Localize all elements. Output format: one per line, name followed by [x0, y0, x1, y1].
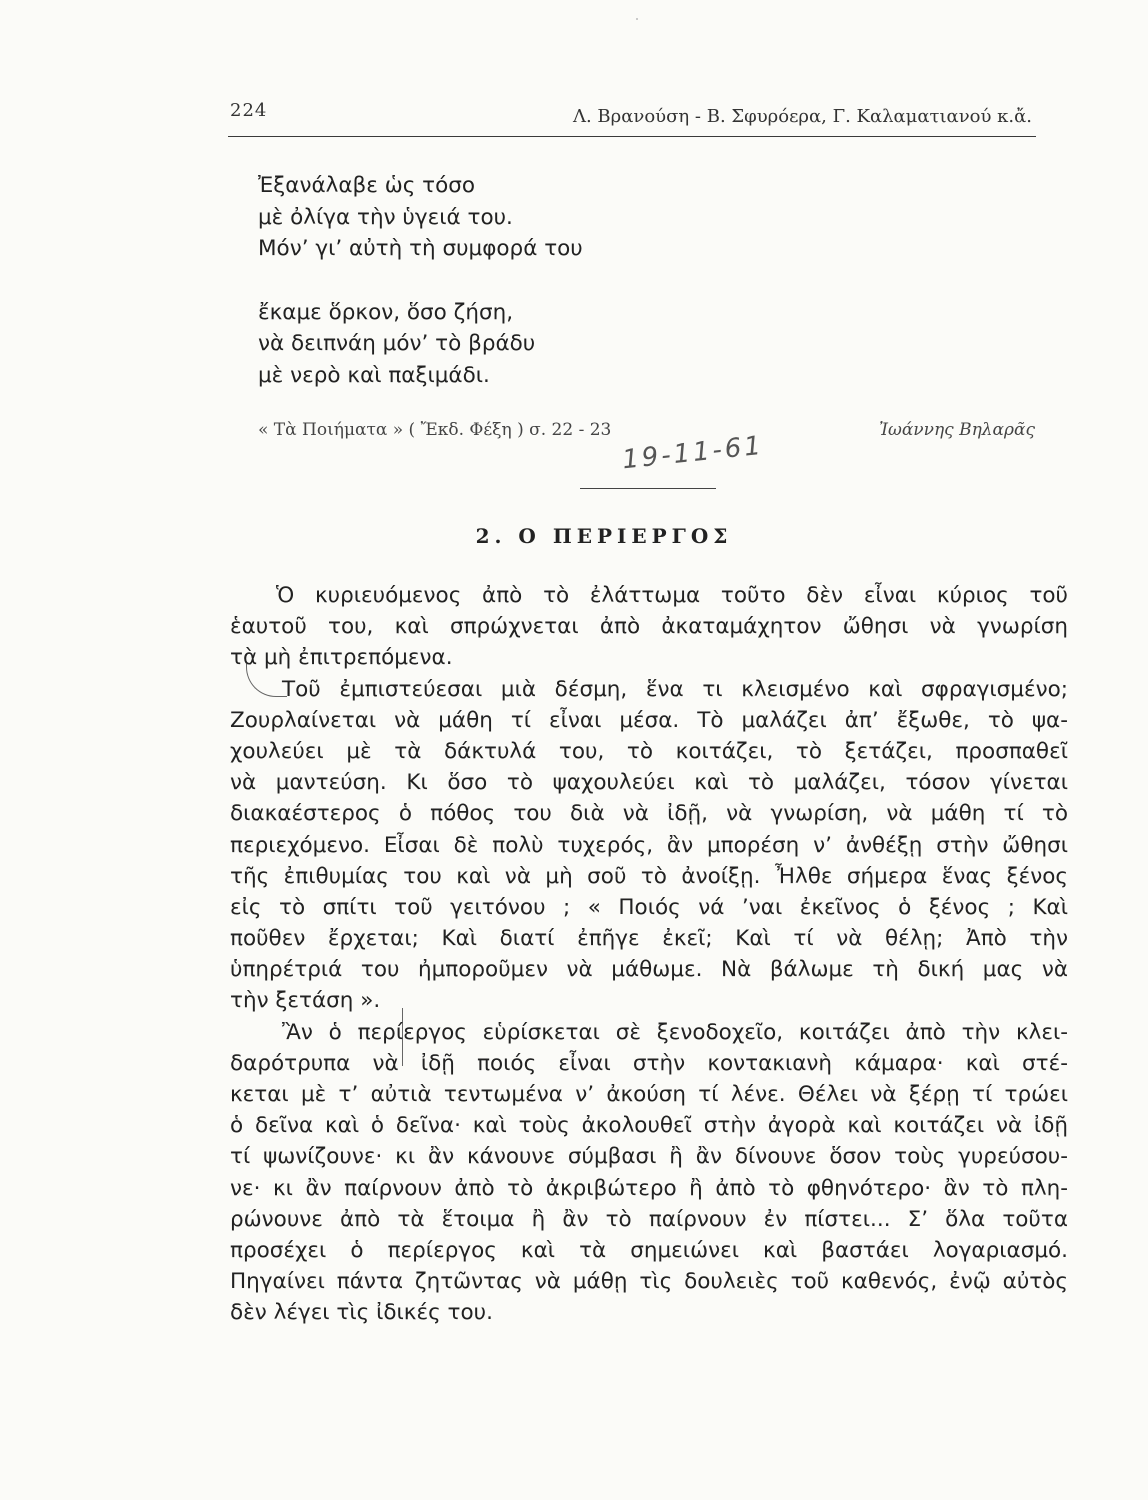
text-line: νε· κι ἂν παίρνουν ἀπὸ τὸ ἀκριβώτερο ἢ ἀπὸ τὸ φθηνότερο· ἂν τὸ πλη- — [230, 1175, 1068, 1201]
text-line: ὑπηρέτριά του ἠμποροῦμεν νὰ μάθωμε. Νὰ βάλωμε τὴ δική μας νὰ — [230, 957, 1068, 983]
text-line: προσέχει ὁ περίεργος καὶ τὰ σημειώνει καὶ βαστάει λογαριασμό. — [230, 1237, 1068, 1263]
poem-line: ἔκαμε ὅρκον, ὅσο ζήση, — [258, 299, 514, 325]
text-line: περιεχόμενο. Εἶσαι δὲ πολὺ τυχερός, ἂν μπορέση ν’ ἀνθέξῃ στὴν ὤθησι — [230, 832, 1068, 858]
text-line: τί ψωνίζουνε· κι ἂν κάνουνε σύμβασι ἢ ἂν δίνουνε ὅσον τοὺς γυρεύσου- — [230, 1144, 1068, 1170]
poem-line: νὰ δειπνάη μόν’ τὸ βράδυ — [258, 331, 536, 356]
section-title: 2. Ο ΠΕΡΙΕΡΓΟΣ — [475, 524, 733, 548]
text-line: νὰ μαντεύση. Κι ὅσο τὸ ψαχουλεύει καὶ τὸ μαλάζει, τόσον γίνεται — [230, 770, 1068, 796]
poem-line: μὲ νερὸ καὶ παξιμάδι. — [258, 362, 490, 388]
body-text — [230, 580, 1068, 1329]
text-line: ποῦθεν ἔρχεται; Καὶ διατί ἐπῆγε ἐκεῖ; Καὶ τί νὰ θέλῃ; Ἀπὸ τὴν — [230, 926, 1068, 952]
text-line: τὰ μὴ ἐπιτρεπόμενα. — [230, 645, 453, 671]
poem-line: Μόν’ γι’ αὐτὴ τὴ συμφορά του — [258, 236, 583, 261]
separator-rule — [580, 488, 716, 489]
text-line: κεται μὲ τ’ αὐτιὰ τεντωμένα ν’ ἀκούση τί λένε. Θέλει νὰ ξέρῃ τί τρώει — [230, 1082, 1068, 1107]
text-line: Ὁ κυριευόμενος ἀπὸ τὸ ἐλάττωμα τοῦτο δὲν εἶναι κύριος τοῦ — [276, 583, 1068, 608]
stanza-gap — [258, 265, 583, 297]
text-line: δαρότρυπα νὰ ἰδῇ ποιός εἶναι στὴν κοντακιανὴ κάμαρα· καὶ στέ- — [230, 1050, 1068, 1076]
text-line: ἑαυτοῦ του, καὶ σπρώχνεται ἀπὸ ἀκαταμάχητον ὤθησι νὰ γνωρίση — [230, 614, 1068, 640]
text-line: Πηγαίνει πάντα ζητῶντας νὰ μάθῃ τὶς δουλειὲς τοῦ καθενός, ἐνῷ αὐτὸς — [230, 1269, 1068, 1295]
text-line: ὁ δεῖνα καὶ ὁ δεῖνα· καὶ τοὺς ἀκολουθεῖ στὴν ἀγορὰ καὶ κοιτάζει νὰ ἰδῇ — [230, 1113, 1068, 1139]
poem-line: Ἐξανάλαβε ὡς τόσο — [258, 173, 476, 198]
poem-author: Ἰωάννης Βηλαρᾶς — [879, 420, 1035, 440]
poem — [258, 170, 583, 391]
poem-line: μὲ ὀλίγα τὴν ὑγειά του. — [258, 204, 513, 230]
text-line: χουλεύει μὲ τὰ δάκτυλά του, τὸ κοιτάζει, τὸ ξετάζει, προσπαθεῖ — [230, 738, 1068, 764]
running-header — [228, 96, 1036, 137]
text-line: Ἂν ὁ περίεργος εὑρίσκεται σὲ ξενοδοχεῖο, κοιτάζει ἀπὸ τὴν κλει- — [282, 1019, 1068, 1045]
poem-source: « Τὰ Ποιήματα » ( Ἔκδ. Φέξη ) σ. 22 - 23 — [258, 420, 612, 440]
scan-speck — [636, 18, 638, 20]
text-line: τὴν ξετάση ». — [230, 988, 381, 1014]
text-line: ρώνουνε ἀπὸ τὰ ἕτοιμα ἢ ἂν τὸ παίρνουν ἐν πίστει... Σ’ ὅλα τοῦτα — [230, 1206, 1068, 1232]
text-line: διακαέστερος ὁ πόθος του διὰ νὰ ἰδῇ, νὰ γνωρίση, νὰ μάθη τί τὸ — [230, 801, 1068, 827]
text-line: τῆς ἐπιθυμίας του καὶ νὰ μὴ σοῦ τὸ ἀνοίξῃ. Ἦλθε σήμερα ἕνας ξένος — [230, 863, 1068, 889]
text-line: εἰς τὸ σπίτι τοῦ γειτόνου ; « Ποιός νά ’ναι ἐκεῖνος ὁ ξένος ; Καὶ — [230, 894, 1068, 920]
text-line: Τοῦ ἐμπιστεύεσαι μιὰ δέσμη, ἕνα τι κλεισμένο καὶ σφραγισμένο; — [282, 676, 1068, 702]
handwritten-note: 19-11-61 — [620, 430, 766, 476]
header-authors: Λ. Βρανούση - Β. Σφυρόερα, Γ. Καλαματιανού κ.ἄ. — [572, 106, 1032, 127]
text-line: δὲν λέγει τὶς ἰδικές του. — [230, 1300, 493, 1326]
text-line: Ζουρλαίνεται νὰ μάθη τί εἶναι μέσα. Τὸ μαλάζει ἀπ’ ἔξωθε, τὸ ψα- — [230, 707, 1068, 733]
page-number: 224 — [230, 100, 268, 121]
